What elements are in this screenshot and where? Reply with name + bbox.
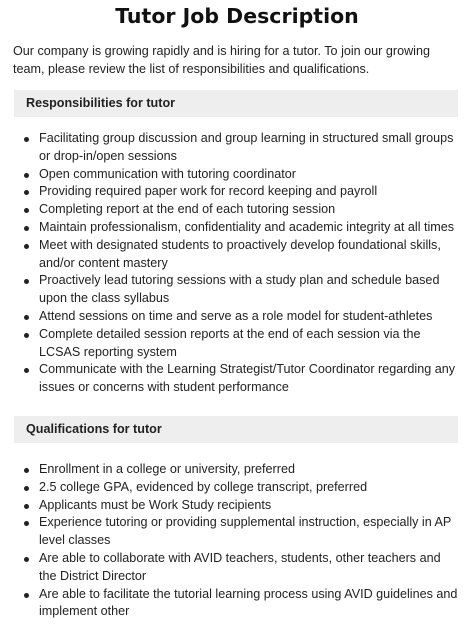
list-item: Maintain professionalism, confidentiality and academic integrity at all times [0,219,460,237]
responsibilities-list [0,130,474,397]
list-item: Facilitating group discussion and group learning in structured small groups or drop-in/open sessions [0,130,460,166]
list-item: Completing report at the end of each tutoring session [0,201,460,219]
list-item: Complete detailed session reports at the end of each session via the LCSAS reporting system [0,326,460,362]
list-item: Meet with designated students to proactively develop foundational skills, and/or content mastery [0,237,460,273]
responsibilities-heading: Responsibilities for tutor [14,90,458,117]
list-item: Proactively lead tutoring sessions with a study plan and schedule based upon the class syllabus [0,272,460,308]
list-item: Providing required paper work for record keeping and payroll [0,183,460,201]
qualifications-list [0,461,474,621]
list-item: Open communication with tutoring coordinator [0,166,460,184]
list-item: Enrollment in a college or university, preferred [0,461,460,479]
list-item: Attend sessions on time and serve as a role model for student-athletes [0,308,460,326]
page-title: Tutor Job Description [115,4,359,28]
intro-paragraph: Our company is growing rapidly and is hiring for a tutor. To join our growing team, please review the list of responsibilities and qualifications. [13,44,430,76]
qualifications-heading: Qualifications for tutor [14,416,458,443]
list-item: Are able to facilitate the tutorial learning process using AVID guidelines and implement other [0,586,460,622]
list-item: Communicate with the Learning Strategist/Tutor Coordinator regarding any issues or concerns with student performance [0,361,460,397]
list-item: Applicants must be Work Study recipients [0,497,460,515]
list-item: Experience tutoring or providing supplemental instruction, especially in AP level classes [0,514,460,550]
list-item: Are able to collaborate with AVID teachers, students, other teachers and the District Director [0,550,460,586]
list-item: 2.5 college GPA, evidenced by college transcript, preferred [0,479,460,497]
